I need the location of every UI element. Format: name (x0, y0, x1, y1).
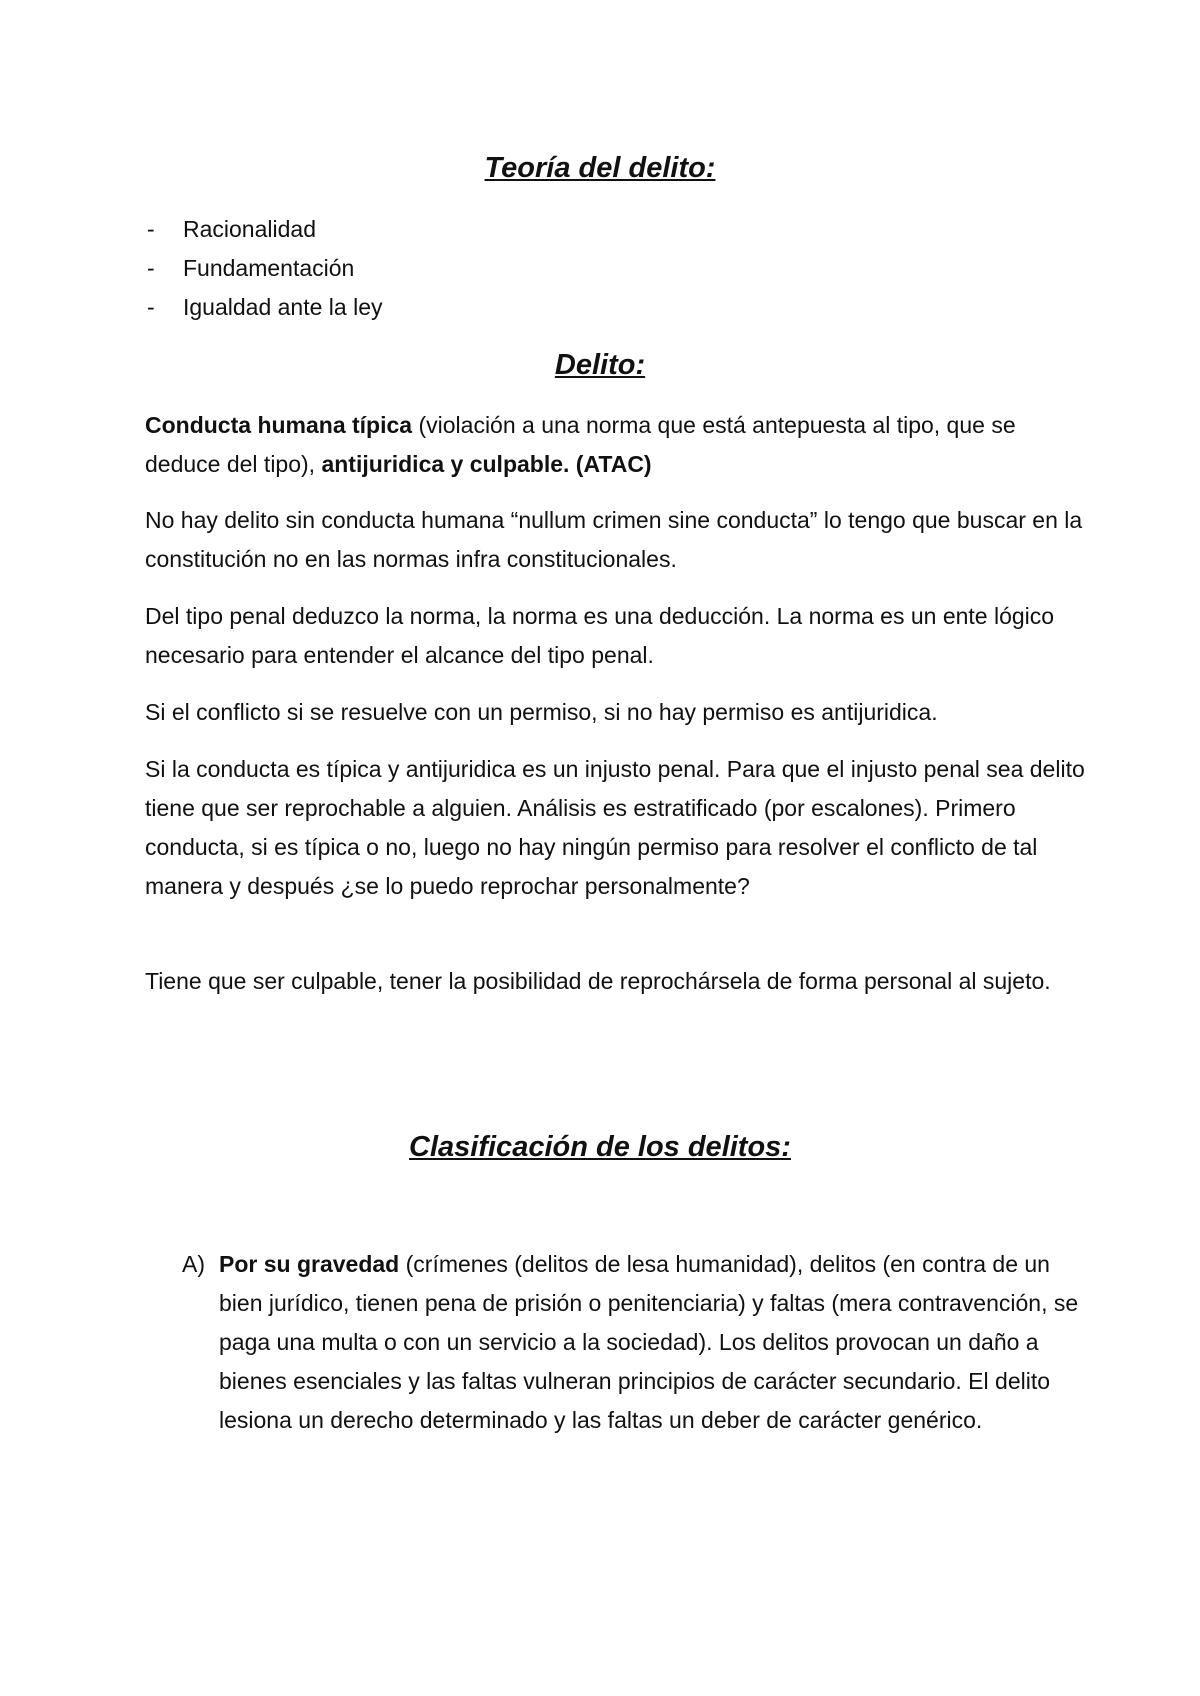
list-item (147, 249, 383, 288)
heading-delito: Delito: (554, 349, 646, 381)
paragraph-norma: Del tipo penal deduzco la norma, la norma es una deducción. La norma es un ente lógico necesario para entender el alcance del tipo penal. (145, 603, 1055, 668)
paragraph-conducta: No hay delito sin conducta humana “nullum crimen sine conducta” lo tengo que buscar en la constitución no en las normas infra constitucionales. (145, 507, 1083, 572)
list-dash: - (147, 255, 155, 281)
list-item (147, 288, 383, 327)
list-item (147, 210, 383, 249)
principles-list (147, 210, 383, 327)
list-dash: - (147, 216, 155, 242)
paragraph-injusto: Si la conducta es típica y antijuridica es un injusto penal. Para que el injusto penal sea delito tiene que ser reprochable a alguien. Análisis es estratificado (por escalones). Primero conducta, si es típica o no, luego no hay ningún permiso para resolver el conflicto de tal manera y después ¿se lo puedo reprochar personalmente? (145, 756, 1085, 899)
definition-bold-end: antijuridica y culpable. (ATAC) (321, 451, 652, 477)
classification-item (182, 1245, 1082, 1440)
heading-clasificacion: Clasificación de los delitos: (409, 1131, 791, 1163)
list-item-text: Igualdad ante la ley (183, 294, 383, 320)
item-marker: A) (182, 1251, 205, 1277)
definition-paragraph (145, 406, 1085, 484)
item-text: (crímenes (delitos de lesa humanidad), delitos (en contra de un bien jurídico, tienen pena de prisión o penitenciaria) y faltas (mera contravención, se paga una multa o con un servicio a la sociedad). Los delitos provocan un daño a bienes esenciales y las faltas vulneran principios de carácter secundario. El delito lesiona un derecho determinado y las faltas un deber de carácter genérico. (219, 1251, 1079, 1433)
list-dash: - (147, 294, 155, 320)
list-item-text: Racionalidad (183, 216, 316, 242)
item-bold-term: Por su gravedad (219, 1251, 400, 1277)
heading-teoria-del-delito: Teoría del delito: (484, 152, 716, 184)
paragraph-culpable: Tiene que ser culpable, tener la posibilidad de reprochársela de forma personal al sujeto. (145, 968, 1051, 994)
definition-text: (violación a una norma que está antepuesta al tipo, que se deduce del tipo), (145, 412, 1016, 477)
definition-bold-term: Conducta humana típica (145, 412, 413, 438)
list-item-text: Fundamentación (183, 255, 355, 281)
paragraph-conflicto: Si el conflicto si se resuelve con un permiso, si no hay permiso es antijuridica. (145, 699, 938, 725)
item-body (219, 1245, 1082, 1440)
